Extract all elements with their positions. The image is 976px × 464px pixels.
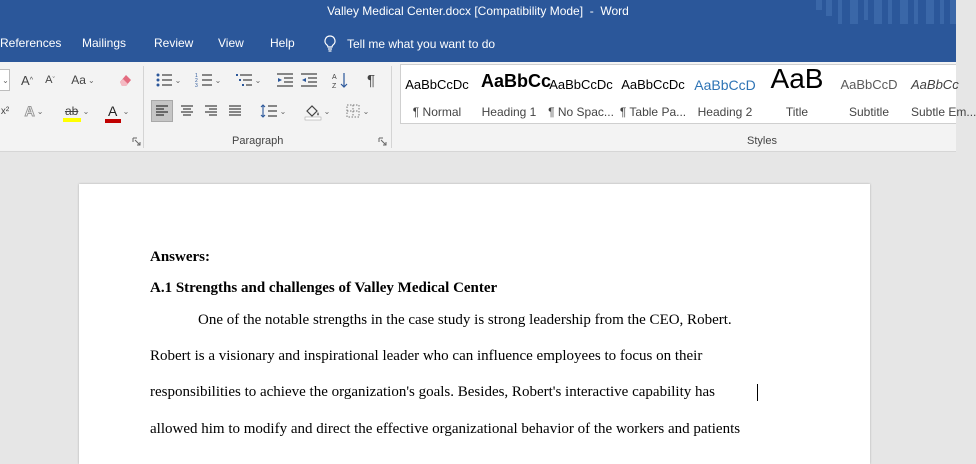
answers-heading: Answers: [150, 249, 210, 265]
tab-view[interactable]: View [218, 36, 244, 50]
shrink-font-button[interactable]: A ˇ [45, 74, 55, 86]
chevron-down-icon: ⌄ [323, 106, 331, 116]
decrease-indent-icon [276, 72, 294, 88]
shrink-font-icon: A [45, 74, 53, 86]
style-name: ¶ No Spac... [548, 105, 614, 119]
superscript-button[interactable]: x² [0, 105, 10, 117]
tab-help[interactable]: Help [270, 36, 295, 50]
chevron-down-icon: ⌄ [2, 75, 9, 85]
font-color-label: A [107, 103, 118, 119]
group-separator [391, 66, 392, 148]
multilevel-list-icon [235, 72, 253, 88]
style-subtle-emphasis[interactable] [905, 65, 976, 123]
change-case-button[interactable] [68, 69, 98, 91]
highlight-button[interactable] [58, 100, 94, 122]
style-name: ¶ Table Pa... [619, 105, 687, 119]
chevron-down-icon: ⌄ [362, 106, 370, 116]
pilcrow-icon: ¶ [366, 71, 376, 89]
font-dialog-launcher-icon[interactable] [132, 137, 141, 146]
align-center-icon [180, 104, 194, 118]
style-name: Subtitle [848, 105, 890, 119]
highlighter-icon [63, 104, 81, 118]
style-no-spacing[interactable] [545, 65, 617, 123]
chevron-down-icon: ⌄ [82, 106, 90, 116]
borders-button[interactable] [340, 100, 374, 122]
style-sample: AaBbCcDc [549, 77, 613, 92]
text-effects-icon: A [24, 103, 35, 119]
bullet-list-icon [155, 72, 173, 88]
sort-button[interactable] [329, 69, 351, 91]
line-spacing-icon [260, 103, 278, 119]
group-separator [143, 66, 144, 148]
chevron-down-icon: ⌄ [214, 75, 222, 85]
tab-mailings[interactable]: Mailings [82, 36, 127, 50]
svg-text:Z: Z [332, 83, 337, 90]
decrease-indent-button[interactable] [274, 69, 296, 91]
title-bar-pattern [816, 0, 956, 24]
svg-text:2: 2 [194, 78, 198, 84]
highlight-color-bar [63, 118, 81, 122]
chevron-down-icon: ⌄ [87, 75, 95, 85]
style-name: Title [785, 105, 809, 119]
style-heading-1[interactable] [473, 65, 552, 123]
svg-text:A: A [332, 74, 337, 81]
increase-indent-icon [300, 72, 318, 88]
style-sample: AaBbCcD [694, 77, 756, 93]
title-bar [0, 0, 956, 24]
body-line: responsibilities to achieve the organization's goals. Besides, Robert's interactive capability has [150, 384, 715, 400]
style-name: Heading 1 [481, 105, 537, 119]
style-name: Heading 2 [697, 105, 753, 119]
shading-button[interactable] [300, 100, 334, 122]
tab-review[interactable]: Review [154, 36, 194, 50]
style-normal[interactable] [401, 65, 473, 123]
align-right-button[interactable] [200, 100, 222, 122]
paragraph-group-label: Paragraph [232, 135, 284, 147]
paint-bucket-icon [304, 102, 322, 120]
style-table-paragraph[interactable] [617, 65, 689, 123]
lightbulb-icon [323, 35, 337, 52]
chevron-down-icon: ⌄ [254, 75, 262, 85]
chevron-down-icon: ⌄ [174, 75, 182, 85]
body-line: Robert is a visionary and inspirational leader who can influence employees to focus on their [150, 348, 703, 364]
body-line: allowed him to modify and direct the effective organizational behavior of the workers and patients [150, 421, 741, 437]
borders-icon [345, 103, 361, 119]
tab-references[interactable]: References [0, 36, 62, 50]
show-formatting-marks-button[interactable] [360, 69, 382, 91]
numbered-list-icon [195, 72, 213, 88]
font-color-button[interactable] [100, 100, 134, 122]
style-heading-2[interactable] [689, 65, 761, 123]
chevron-down-icon: ⌄ [36, 106, 44, 116]
window-title: Valley Medical Center.docx [Compatibility Mode] - Word [327, 4, 629, 18]
grow-font-button[interactable]: A ^ [21, 72, 33, 88]
body-line: One of the notable strengths in the case study is strong leadership from the CEO, Robert. [198, 312, 732, 328]
increase-indent-button[interactable] [298, 69, 320, 91]
font-color-icon [105, 103, 121, 119]
style-name: ¶ Normal [412, 105, 462, 119]
style-sample: AaBbCcD [840, 77, 898, 92]
style-sample: AaB [770, 63, 824, 94]
clear-formatting-button[interactable] [114, 69, 136, 91]
align-left-button[interactable] [151, 100, 173, 122]
multilevel-list-button[interactable] [230, 69, 266, 91]
tell-me-label: Tell me what you want to do [347, 36, 496, 51]
eraser-icon [117, 72, 133, 88]
style-sample: AaBbCc [481, 71, 552, 91]
bullets-button[interactable] [150, 69, 186, 91]
text-effects-button[interactable] [20, 100, 48, 122]
tell-me-box[interactable] [323, 35, 495, 52]
justify-icon [228, 104, 242, 118]
font-color-bar [105, 119, 121, 123]
style-sample: AaBbCc [911, 77, 959, 92]
styles-gallery [400, 63, 976, 124]
numbering-button[interactable] [190, 69, 226, 91]
section-heading: A.1 Strengths and challenges of Valley Medical Center [150, 280, 498, 296]
style-subtitle[interactable] [833, 65, 905, 123]
highlight-label: ab [64, 104, 79, 118]
paragraph-dialog-launcher-icon[interactable] [378, 137, 387, 146]
chevron-down-icon: ⌄ [279, 106, 287, 116]
style-sample: AaBbCcDc [405, 77, 469, 92]
grow-font-icon: A [21, 72, 30, 88]
style-title[interactable] [761, 65, 833, 123]
text-cursor [757, 384, 758, 401]
svg-text:1: 1 [194, 73, 198, 79]
justify-button[interactable] [224, 100, 246, 122]
chevron-down-icon: ⌄ [122, 106, 130, 116]
style-sample: AaBbCcDc [621, 77, 685, 92]
style-name: Subtle Em... [911, 105, 976, 119]
ribbon [0, 62, 976, 152]
align-right-icon [204, 104, 218, 118]
svg-text:3: 3 [194, 83, 198, 89]
ribbon-tabs [0, 24, 956, 62]
align-left-icon [155, 104, 169, 118]
document-page[interactable] [79, 184, 870, 464]
styles-group-label: Styles [747, 135, 777, 147]
change-case-icon: Aa [71, 73, 86, 87]
align-center-button[interactable] [176, 100, 198, 122]
font-size-dropdown[interactable] [0, 69, 10, 91]
line-spacing-button[interactable] [256, 100, 290, 122]
sort-icon [331, 71, 349, 89]
